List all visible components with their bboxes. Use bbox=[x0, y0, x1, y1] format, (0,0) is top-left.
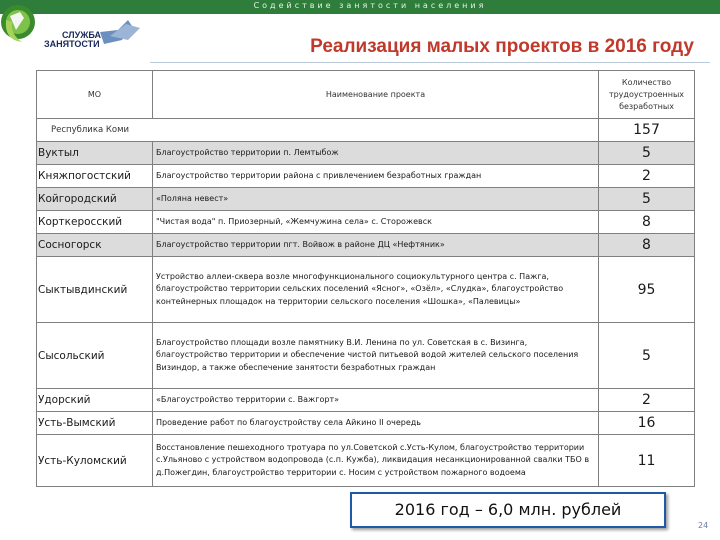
cell-project: Восстановление пешеходного тротуара по ул.Советской с.Усть-Кулом, благоустройство территории с.Ульяново с устройством водопровода (с.п. Кужба), ликвидация несанкционированной свалки ТБО в д.Пожегдин, благоустройство территории с. Носим с устройством пожарного водоема bbox=[153, 435, 599, 487]
table-header-row bbox=[37, 71, 695, 119]
cell-mo: Сосногорск bbox=[37, 234, 153, 257]
cell-count: 5 bbox=[599, 188, 695, 211]
cell-project: Устройство аллеи-сквера возле многофункционального социокультурного центра с. Пажга, благоустройство территории сельских поселений «Ясног», «Озёл», «Слудка», благоустройство контейнерных площадок на территории сельского поселения «Шошка», «Палевицы» bbox=[153, 257, 599, 323]
banner-text: Содействие занятости населения bbox=[253, 1, 487, 10]
projects-table bbox=[36, 70, 695, 487]
table-row bbox=[37, 412, 695, 435]
cell-mo: Удорский bbox=[37, 389, 153, 412]
table-row bbox=[37, 211, 695, 234]
cell-mo: Койгородский bbox=[37, 188, 153, 211]
table-row bbox=[37, 142, 695, 165]
logo bbox=[0, 0, 150, 62]
cell-mo: Сыктывдинский bbox=[37, 257, 153, 323]
header-mo: МО bbox=[37, 71, 153, 119]
total-budget-box: 2016 год – 6,0 млн. рублей bbox=[350, 492, 666, 528]
cell-count: 5 bbox=[599, 323, 695, 389]
cell-project: Проведение работ по благоустройству села Айкино II очередь bbox=[153, 412, 599, 435]
title-divider bbox=[150, 62, 710, 63]
cell-project: Благоустройство площади возле памятнику В.И. Ленина по ул. Советская в с. Визинга, благоустройство территории и обеспечение чистой питьевой водой жителей сельского поселения Визиндор, а также обеспечение занятости безработных граждан bbox=[153, 323, 599, 389]
table-row bbox=[37, 257, 695, 323]
cell-count: 8 bbox=[599, 234, 695, 257]
cell-mo: Княжпогостский bbox=[37, 165, 153, 188]
table-row-republic bbox=[37, 119, 695, 142]
cell-project: Благоустройство территории пгт. Войвож в районе ДЦ «Нефтяник» bbox=[153, 234, 599, 257]
cell-mo: Сысольский bbox=[37, 323, 153, 389]
cell-mo: Вуктыл bbox=[37, 142, 153, 165]
cell-count: 2 bbox=[599, 165, 695, 188]
cell-count: 95 bbox=[599, 257, 695, 323]
table-row bbox=[37, 234, 695, 257]
cell-count: 16 bbox=[599, 412, 695, 435]
republic-label: Республика Коми bbox=[37, 119, 599, 142]
cell-project: "Чистая вода" п. Приозерный, «Жемчужина села» с. Сторожевск bbox=[153, 211, 599, 234]
header-count: Количество трудоустроенных безработных bbox=[599, 71, 695, 119]
cell-count: 8 bbox=[599, 211, 695, 234]
logo-text: СЛУЖБА ЗАНЯТОСТИ bbox=[44, 30, 101, 49]
page-title: Реализация малых проектов в 2016 году bbox=[310, 36, 694, 57]
cell-project: «Благоустройство территории с. Важгорт» bbox=[153, 389, 599, 412]
cell-project: Благоустройство территории района с привлечением безработных граждан bbox=[153, 165, 599, 188]
cell-mo: Корткеросский bbox=[37, 211, 153, 234]
cell-project: Благоустройство территории п. Лемтыбож bbox=[153, 142, 599, 165]
table-row bbox=[37, 165, 695, 188]
cell-count: 2 bbox=[599, 389, 695, 412]
cell-mo: Усть-Вымский bbox=[37, 412, 153, 435]
header-project: Наименование проекта bbox=[153, 71, 599, 119]
page-number: 24 bbox=[698, 521, 709, 530]
cell-count: 5 bbox=[599, 142, 695, 165]
cell-mo: Усть-Куломский bbox=[37, 435, 153, 487]
table-row bbox=[37, 188, 695, 211]
cell-project: «Поляна невест» bbox=[153, 188, 599, 211]
cell-count: 11 bbox=[599, 435, 695, 487]
table-row bbox=[37, 435, 695, 487]
table-row bbox=[37, 389, 695, 412]
table-row bbox=[37, 323, 695, 389]
republic-count: 157 bbox=[599, 119, 695, 142]
